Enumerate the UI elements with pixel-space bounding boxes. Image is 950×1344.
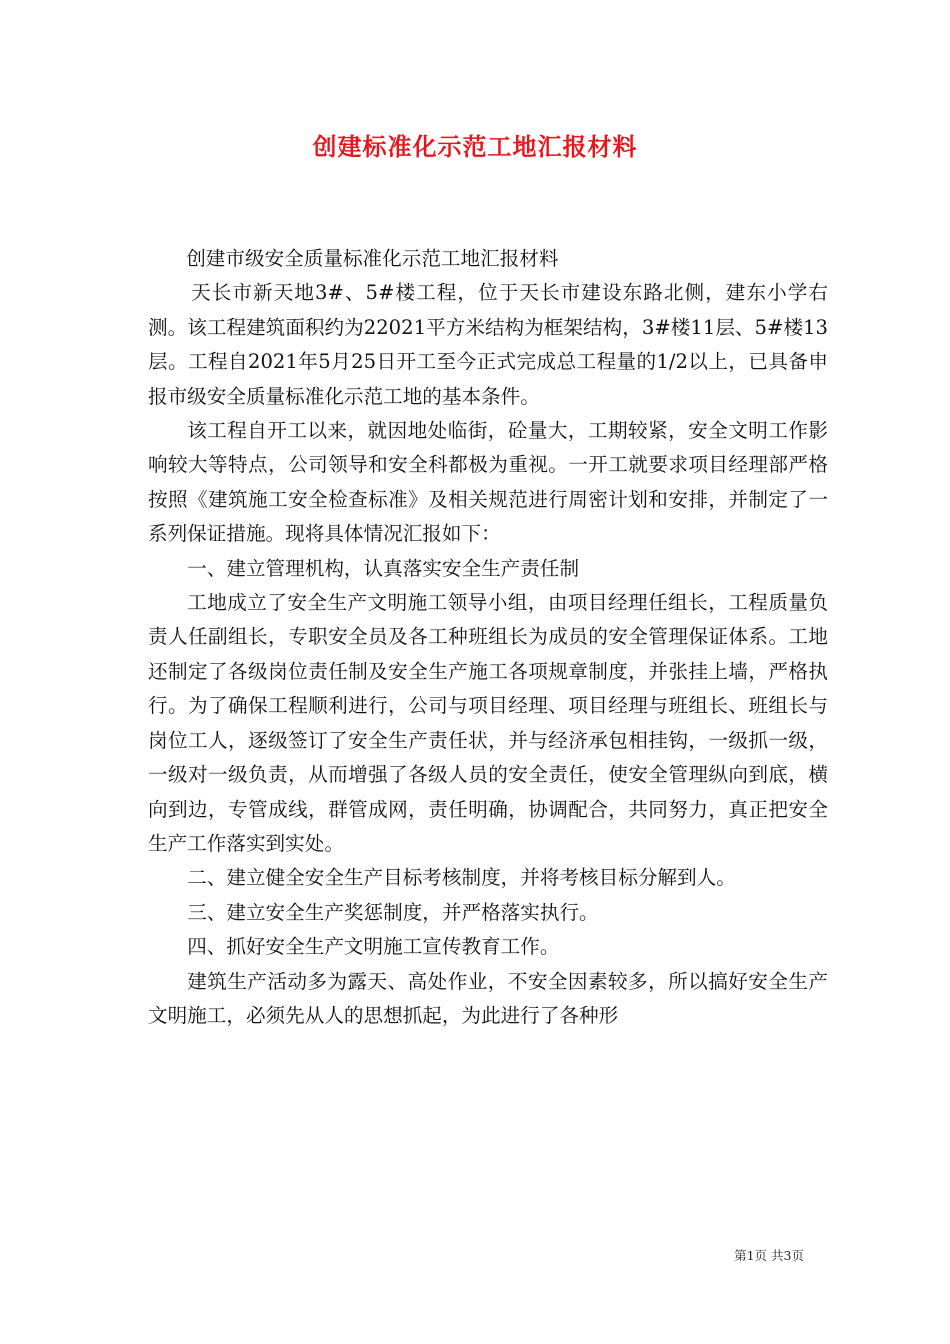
section-heading-1: 一、建立管理机构，认真落实安全生产责任制: [187, 556, 580, 580]
page-number-footer: 第1页 共3页: [734, 1248, 804, 1263]
document-title: 创建标准化示范工地汇报材料: [312, 132, 638, 161]
paragraph-subtitle: 创建市级安全质量标准化示范工地汇报材料: [186, 247, 559, 270]
document-body: [148, 242, 828, 1033]
section-heading-4: 四、抓好安全生产文明施工宣传教育工作。: [187, 935, 560, 959]
paragraph-management: 工地成立了安全生产文明施工领导小组，由项目经理任组长，工程质量负责人任副组长，专职安全员及各工种班组长为成员的安全管理保证体系。工地还制定了各级岗位责任制及安全生产施工各项规章制度，并张挂上墙，严格执行。为了确保工程顺利进行，公司与项目经理、项目经理与班组长、班组长与岗位工人，逐级签订了安全生产责任状，并与经济承包相挂钩，一级抓一级，一级对一级负责，从而增强了各级人员的安全责任，使安全管理纵向到底，横向到边，专管成线，群管成网，责任明确，协调配合，共同努力，真正把安全生产工作落实到实处。: [148, 591, 828, 855]
paragraph-background: 该工程自开工以来，就因地处临街，砼量大，工期较紧，安全文明工作影响较大等特点，公司领导和安全科都极为重视。一开工就要求项目经理部严格按照《建筑施工安全检查标准》及相关规范进行周密计划和安排，并制定了一系列保证措施。现将具体情况汇报如下：: [148, 419, 828, 546]
paragraph-project-overview: 天长市新天地3#、5#楼工程，位于天长市建设东路北侧，建东小学右测。该工程建筑面积约为22021平方米结构为框架结构，3#楼11层、5#楼13层。工程自2021年5月25日开工至今正式完成总工程量的1/2以上，已具备申报市级安全质量标准化示范工地的基本条件。: [148, 281, 828, 408]
section-heading-3: 三、建立安全生产奖惩制度，并严格落实执行。: [187, 900, 599, 924]
paragraph-education: 建筑生产活动多为露天、高处作业，不安全因素较多，所以搞好安全生产文明施工，必须先从人的思想抓起，为此进行了各种形: [148, 969, 828, 1027]
section-heading-2: 二、建立健全安全生产目标考核制度，并将考核目标分解到人。: [187, 866, 736, 890]
